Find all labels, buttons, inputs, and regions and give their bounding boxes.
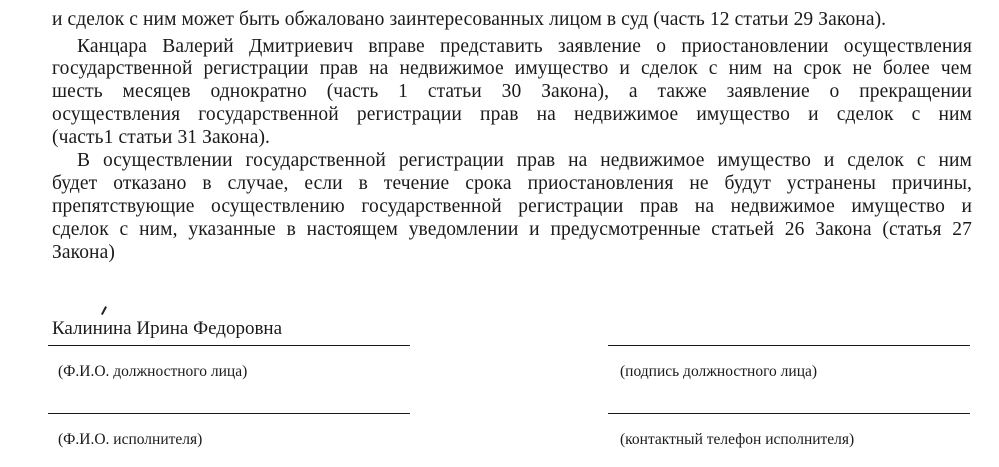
paragraph-1-line-1: и сделок с ним может быть обжаловано заинтересованных лицом в суд (часть 12 статьи 29 Закона). xyxy=(52,9,887,30)
executor-phone-line xyxy=(608,413,970,414)
paragraph-2-line-5: (часть1 статьи 31 Закона). xyxy=(52,127,271,148)
official-name-line xyxy=(48,345,410,346)
official-name-caption: (Ф.И.О. должностного лица) xyxy=(58,363,248,380)
paragraph-3-line-4: сделок с ним, указанные в настоящем уведомлении и предусмотренные статьей 26 Закона (статья 27 xyxy=(52,219,972,240)
paragraph-3-line-1: В осуществлении государственной регистрации прав на недвижимое имущество и сделок с ним xyxy=(77,150,972,171)
paragraph-3-line-5: Закона) xyxy=(52,242,115,263)
paragraph-2-line-1: Канцара Валерий Дмитриевич вправе представить заявление о приостановлении осуществления xyxy=(77,36,972,57)
official-signature-line xyxy=(608,345,970,346)
official-signature-caption: (подпись должностного лица) xyxy=(620,363,818,380)
pen-mark xyxy=(101,306,107,315)
paragraph-3-line-2: будет отказано в случае, если в течение срока приостановления не будут устранены причины, xyxy=(52,173,972,194)
paragraph-2-line-2: государственной регистрации прав на недвижимое имущество и сделок с ним на срок не более чем xyxy=(52,58,972,79)
executor-name-line xyxy=(48,413,410,414)
executor-name-caption: (Ф.И.О. исполнителя) xyxy=(58,431,203,448)
paragraph-2-line-4: осуществления государственной регистрации прав на недвижимое имущество и сделок с ним xyxy=(52,104,972,125)
official-name: Калинина Ирина Федоровна xyxy=(52,318,283,339)
paragraph-3-line-3: препятствующие осуществлению государственной регистрации прав на недвижимое имущество и xyxy=(52,196,972,217)
executor-phone-caption: (контактный телефон исполнителя) xyxy=(620,431,855,448)
paragraph-2-line-3: шесть месяцев однократно (часть 1 статьи 30 Закона), а также заявление о прекращении xyxy=(52,81,972,102)
